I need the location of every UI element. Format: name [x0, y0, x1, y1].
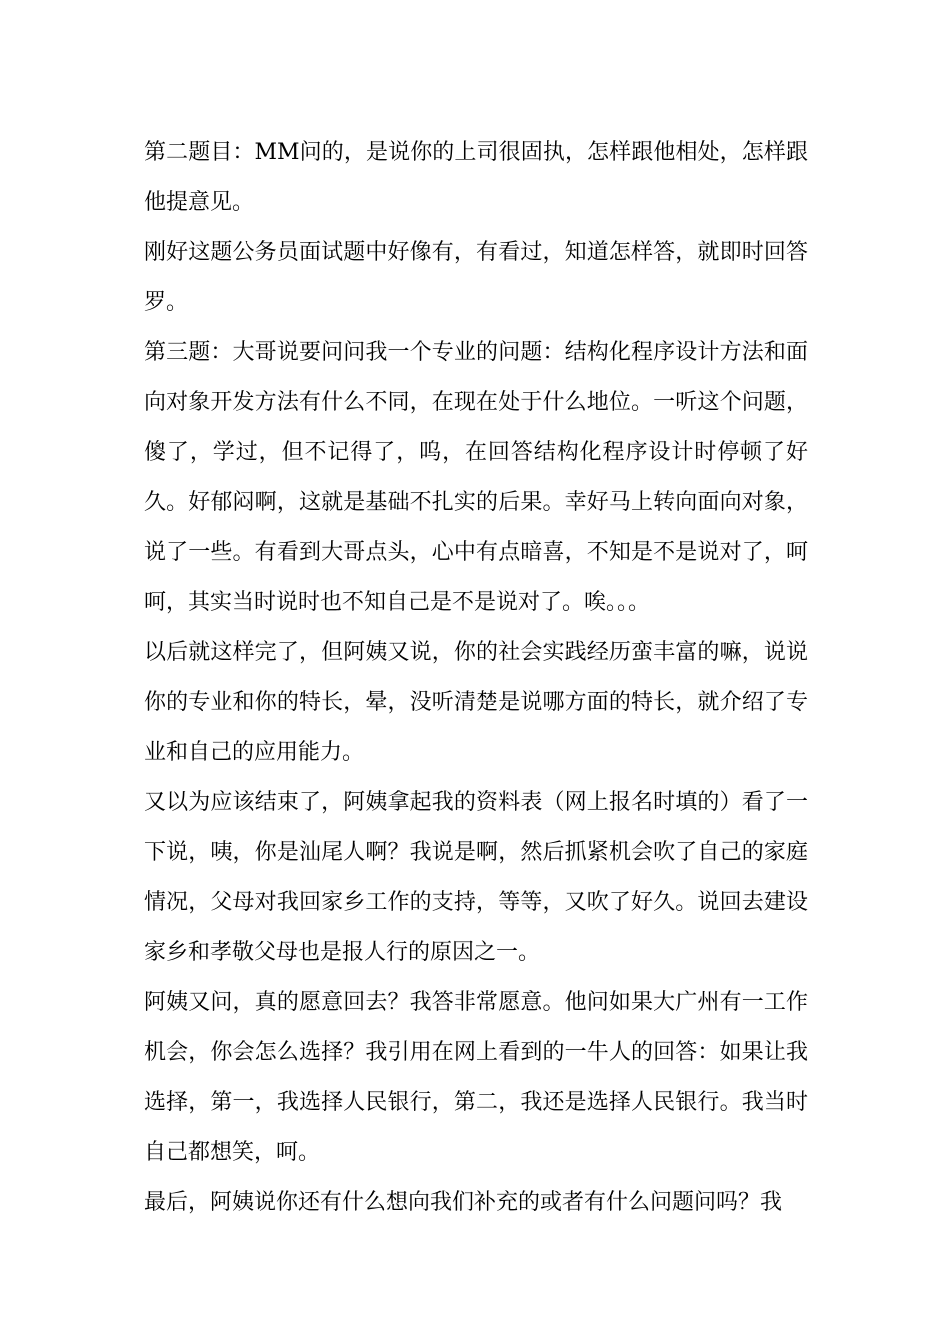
paragraph-7: 最后，阿姨说你还有什么想向我们补充的或者有什么问题问吗？我 — [144, 1190, 783, 1215]
paragraph-3: 第三题：大哥说要问问我一个专业的问题：结构化程序设计方法和面向对象开发方法有什么不同，在现在处于什么地位。一听这个问题，傻了，学过，但不记得了，呜，在回答结构化程序设计时停顿了好久。好郁闷啊，这就是基础不扎实的后果。幸好马上转向面向对象，说了一些。有看到大哥点头，心中有点暗喜，不知是不是说对了，呵呵，其实当时说时也不知自己是不是说对了。唉。。。 — [144, 340, 808, 615]
paragraph-2: 刚好这题公务员面试题中好像有，有看过，知道怎样答，就即时回答罗。 — [144, 240, 808, 315]
paragraph-6: 阿姨又问，真的愿意回去？我答非常愿意。他问如果大广州有一工作机会，你会怎么选择？我引用在网上看到的一牛人的回答：如果让我选择，第一，我选择人民银行，第二，我还是选择人民银行。我当时自己都想笑，呵。 — [144, 990, 808, 1165]
paragraph-1: 第二题目：MM问的，是说你的上司很固执，怎样跟他相处，怎样跟他提意见。 — [144, 140, 808, 215]
document-body — [144, 128, 808, 1228]
paragraph-5: 又以为应该结束了，阿姨拿起我的资料表（网上报名时填的）看了一下说，咦，你是汕尾人啊？我说是啊，然后抓紧机会吹了自己的家庭情况，父母对我回家乡工作的支持，等等，又吹了好久。说回去建设家乡和孝敬父母也是报人行的原因之一。 — [144, 790, 808, 965]
paragraph-4: 以后就这样完了，但阿姨又说，你的社会实践经历蛮丰富的嘛，说说你的专业和你的特长，晕，没听清楚是说哪方面的特长，就介绍了专业和自己的应用能力。 — [144, 640, 808, 765]
